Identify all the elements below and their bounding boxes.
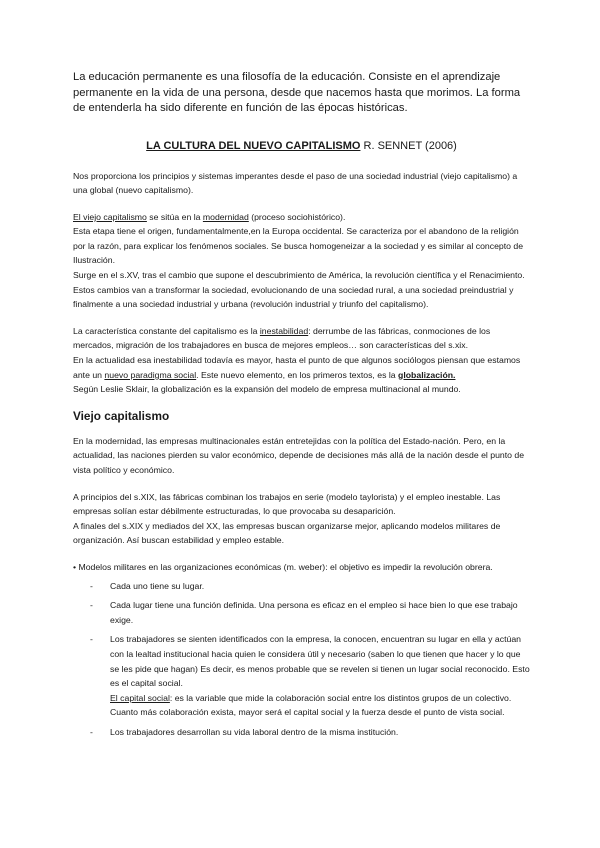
term-inestabilidad: inestabilidad	[259, 325, 309, 336]
term-modernidad: modernidad	[202, 211, 249, 222]
list-item-text: : es la variable que mide la colaboración social entre los distintos grupos de un colectivo. Cuanto más colaboración exista, mayor será el capital social y la fuerza desde el punto de vista social.	[110, 692, 512, 718]
paragraph-3-line-1	[73, 324, 530, 353]
paragraph-2-line-3: Surge en el s.XV, tras el cambio que supone el descubrimiento de América, la revolución científica y el Renacimiento. Estos cambios van a transformar la sociedad, evolucionando de una sociedad rural, a una sociedad preindustrial y finalmente a una sociedad industrial y urbana (revolución industrial y triunfo del capitalismo).	[73, 270, 525, 310]
term-nuevo-paradigma: nuevo paradigma social	[104, 369, 197, 380]
text-span: En la actualidad esa inestabilidad todavía es mayor, hasta el punto de que algunos sociólogos piensan que estamos ante un	[73, 355, 521, 380]
dash-marker: -	[90, 600, 93, 611]
heading-viejo-capitalismo: Viejo capitalismo	[73, 408, 170, 423]
paragraph-3-line-3: Según Leslie Sklair, la globalización es la expansión del modelo de empresa multinacional al mundo.	[73, 384, 461, 395]
paragraph-2	[73, 210, 530, 312]
text-span: (proceso sociohistórico).	[248, 211, 346, 222]
list-item-text: Los trabajadores se sienten identificados con la empresa, la conocen, encuentran su lugar en ella y actúan con la lealtad institucional hacia quien le considera útil y necesario (saben lo que tienen que hacer y lo que se les pide que hagan) Es decir, es menos probable que se revelen si tienen un lugar social reconocido. Esto es el capital social.	[110, 634, 530, 689]
paragraph-6-bullet: • Modelos militares en las organizaciones económicas (m. weber): el objetivo es impedir la revolución obrera.	[73, 561, 493, 572]
paragraph-2-line-2: Esta etapa tiene el origen, fundamentalmente,en la Europa occidental. Se caracteriza por el abandono de la religión por la razón, para explicar los fenómenos sociales. Se busca homogeneizar a la sociedad y es similar al concepto de Ilustración.	[73, 226, 524, 266]
paragraph-5-line-1: A principios del s.XIX, las fábricas combinan los trabajos en serie (modelo taylorista) y el empleo inestable. Las empresas solían estar débilmente estructuradas, lo que provocaba su desaparición.	[73, 491, 501, 517]
list-item-text: Cada uno tiene su lugar.	[110, 580, 205, 591]
title-main: LA CULTURA DEL NUEVO CAPITALISMO	[146, 139, 361, 152]
paragraph-1: Nos proporciona los principios y sistemas imperantes desde el paso de una sociedad industrial (viejo capitalismo) a una global (nuevo capitalismo).	[73, 170, 518, 196]
paragraph-2-line-1	[73, 210, 530, 225]
list-item	[73, 632, 530, 720]
dash-marker: -	[90, 726, 93, 737]
section-title	[73, 140, 530, 152]
text-span: se sitúa en la	[146, 211, 203, 222]
dash-list	[73, 579, 530, 740]
title-author: R. SENNET (2006)	[360, 139, 457, 152]
intro-paragraph: La educación permanente es una filosofía de la educación. Consiste en el aprendizaje permanente en la vida de una persona, desde que nacemos hasta que morimos. La forma de entenderla ha sido diferente en función de las épocas históricas.	[73, 71, 521, 114]
list-item-text: Cada lugar tiene una función definida. Una persona es eficaz en el empleo si hace bien lo que ese trabajo exige.	[110, 600, 518, 625]
term-capital-social: El capital social	[110, 692, 170, 703]
paragraph-4: En la modernidad, las empresas multinacionales están entretejidas con la política del Estado-nación. Pero, en la actualidad, las naciones pierden su valor económico, depende de decisiones más allá de la nación desde el punto de vista político y económico.	[73, 435, 525, 475]
text-span: La característica constante del capitalismo es la	[73, 325, 260, 336]
paragraph-5-line-2: A finales del s.XIX y mediados del XX, las empresas buscan organizarse mejor, aplicando modelos militares de organización. Así buscan estabilidad y empleo estable.	[73, 520, 501, 546]
text-span: : derrumbe de las fábricas, conmociones de los mercados, migración de los trabajadores en busca de mejores empleos… son características del s.xix.	[73, 325, 491, 351]
list-item-text: Los trabajadores desarrollan su vida laboral dentro de la misma institución.	[110, 726, 399, 737]
paragraph-5	[73, 490, 530, 548]
list-item	[73, 579, 530, 594]
list-item	[73, 598, 530, 627]
dash-marker: -	[90, 634, 93, 645]
paragraph-3-line-2	[73, 353, 530, 382]
term-globalizacion: globalización.	[398, 369, 456, 380]
dash-marker: -	[90, 580, 93, 591]
term-viejo-capitalismo: El viejo capitalismo	[73, 211, 147, 222]
paragraph-3	[73, 324, 530, 397]
list-item	[73, 725, 530, 740]
text-span: . Este nuevo elemento, en los primeros textos, es la	[196, 369, 399, 380]
